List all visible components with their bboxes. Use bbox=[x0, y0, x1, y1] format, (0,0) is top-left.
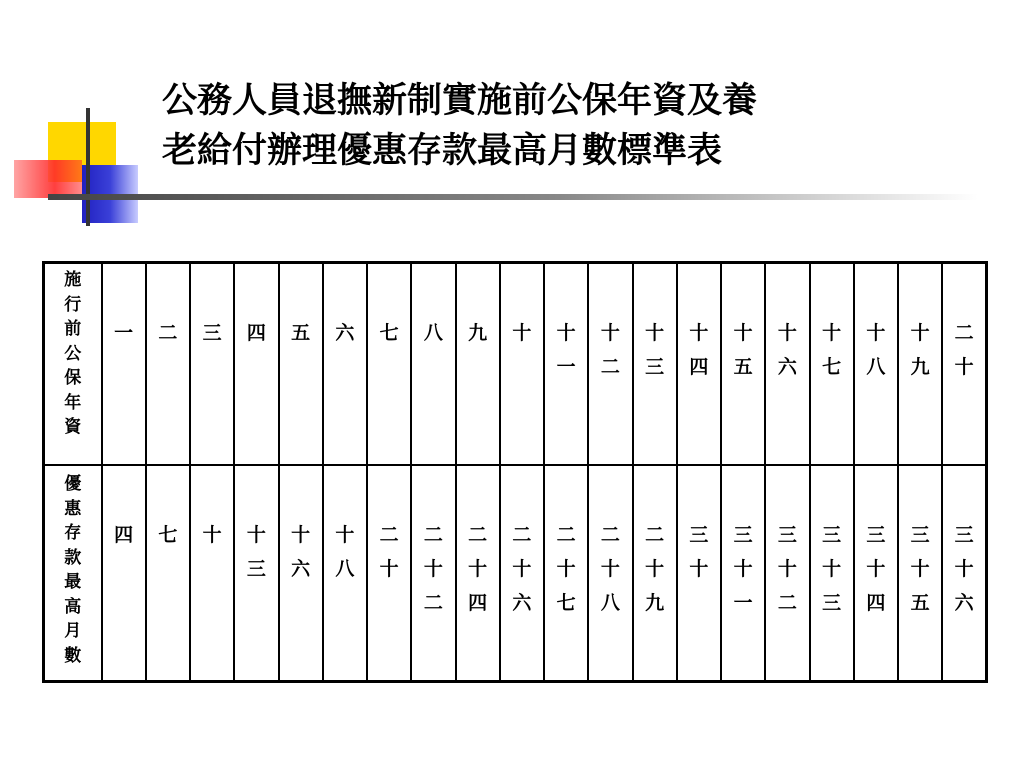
months-row-header-label: 優惠存款最高月數 bbox=[64, 474, 82, 666]
months-value: 三十三 bbox=[822, 524, 842, 614]
months-value: 三十二 bbox=[777, 524, 797, 614]
months-cell bbox=[588, 465, 632, 682]
years-value: 二 bbox=[158, 322, 178, 344]
years-value: 九 bbox=[468, 322, 488, 344]
years-row-header-label: 施行前公保年資 bbox=[64, 270, 82, 437]
years-value: 一 bbox=[114, 322, 134, 344]
months-value: 二十四 bbox=[468, 524, 488, 614]
months-cell bbox=[765, 465, 809, 682]
years-cell bbox=[588, 263, 632, 466]
years-cell bbox=[456, 263, 500, 466]
years-value: 十六 bbox=[777, 322, 797, 378]
years-cell bbox=[367, 263, 411, 466]
months-cell bbox=[279, 465, 323, 682]
months-cell bbox=[411, 465, 455, 682]
red-block bbox=[14, 160, 82, 198]
months-value: 十六 bbox=[291, 524, 311, 580]
years-row-header bbox=[44, 263, 102, 466]
years-value: 十 bbox=[512, 322, 532, 344]
years-cell bbox=[190, 263, 234, 466]
years-value: 三 bbox=[202, 322, 222, 344]
years-cell bbox=[146, 263, 190, 466]
years-value: 七 bbox=[379, 322, 399, 344]
months-cell bbox=[102, 465, 146, 682]
years-value: 十五 bbox=[733, 322, 753, 378]
months-cell bbox=[854, 465, 898, 682]
months-value: 十八 bbox=[335, 524, 355, 580]
years-value: 八 bbox=[423, 322, 443, 344]
page-title bbox=[162, 76, 982, 176]
horizontal-rule bbox=[48, 194, 978, 200]
title-line-2: 老給付辦理優惠存款最高月數標準表 bbox=[162, 131, 723, 171]
months-cell bbox=[367, 465, 411, 682]
years-cell bbox=[721, 263, 765, 466]
months-cell bbox=[456, 465, 500, 682]
years-cell bbox=[544, 263, 588, 466]
years-cell bbox=[279, 263, 323, 466]
years-value: 十八 bbox=[866, 322, 886, 378]
months-value: 二十八 bbox=[600, 524, 620, 614]
years-cell bbox=[677, 263, 721, 466]
years-value: 十四 bbox=[689, 322, 709, 378]
months-value: 三十四 bbox=[866, 524, 886, 614]
vertical-rule bbox=[86, 108, 90, 226]
years-cell bbox=[765, 263, 809, 466]
months-value: 二十二 bbox=[423, 524, 443, 614]
years-value: 五 bbox=[291, 322, 311, 344]
months-value: 三十五 bbox=[910, 524, 930, 614]
years-cell bbox=[942, 263, 986, 466]
years-cell bbox=[854, 263, 898, 466]
months-value: 七 bbox=[158, 524, 178, 546]
months-cell bbox=[190, 465, 234, 682]
years-cell bbox=[500, 263, 544, 466]
years-cell bbox=[411, 263, 455, 466]
months-value: 三十 bbox=[689, 524, 709, 580]
years-cell bbox=[323, 263, 367, 466]
years-value: 十二 bbox=[600, 322, 620, 378]
years-cell bbox=[898, 263, 942, 466]
months-row bbox=[44, 465, 987, 682]
months-cell bbox=[942, 465, 986, 682]
months-cell bbox=[500, 465, 544, 682]
years-row bbox=[44, 263, 987, 466]
months-cell bbox=[323, 465, 367, 682]
months-value: 三十一 bbox=[733, 524, 753, 614]
months-cell bbox=[721, 465, 765, 682]
months-cell bbox=[544, 465, 588, 682]
months-value: 十三 bbox=[246, 524, 266, 580]
years-value: 二十 bbox=[954, 322, 974, 378]
years-value: 六 bbox=[335, 322, 355, 344]
months-value: 四 bbox=[114, 524, 134, 546]
months-value: 二十 bbox=[379, 524, 399, 580]
months-value: 二十七 bbox=[556, 524, 576, 614]
months-cell bbox=[677, 465, 721, 682]
years-value: 四 bbox=[246, 322, 266, 344]
years-value: 十九 bbox=[910, 322, 930, 378]
months-cell bbox=[810, 465, 854, 682]
months-value: 二十九 bbox=[645, 524, 665, 614]
months-cell bbox=[898, 465, 942, 682]
years-cell bbox=[102, 263, 146, 466]
months-cell bbox=[234, 465, 278, 682]
years-value: 十一 bbox=[556, 322, 576, 378]
months-value: 三十六 bbox=[954, 524, 974, 614]
title-line-1: 公務人員退撫新制實施前公保年資及養 bbox=[162, 81, 758, 121]
months-cell bbox=[146, 465, 190, 682]
months-value: 二十六 bbox=[512, 524, 532, 614]
months-cell bbox=[633, 465, 677, 682]
years-value: 十七 bbox=[822, 322, 842, 378]
standard-table bbox=[42, 261, 988, 683]
years-value: 十三 bbox=[645, 322, 665, 378]
months-row-header bbox=[44, 465, 102, 682]
years-cell bbox=[234, 263, 278, 466]
months-value: 十 bbox=[202, 524, 222, 546]
years-cell bbox=[810, 263, 854, 466]
years-cell bbox=[633, 263, 677, 466]
